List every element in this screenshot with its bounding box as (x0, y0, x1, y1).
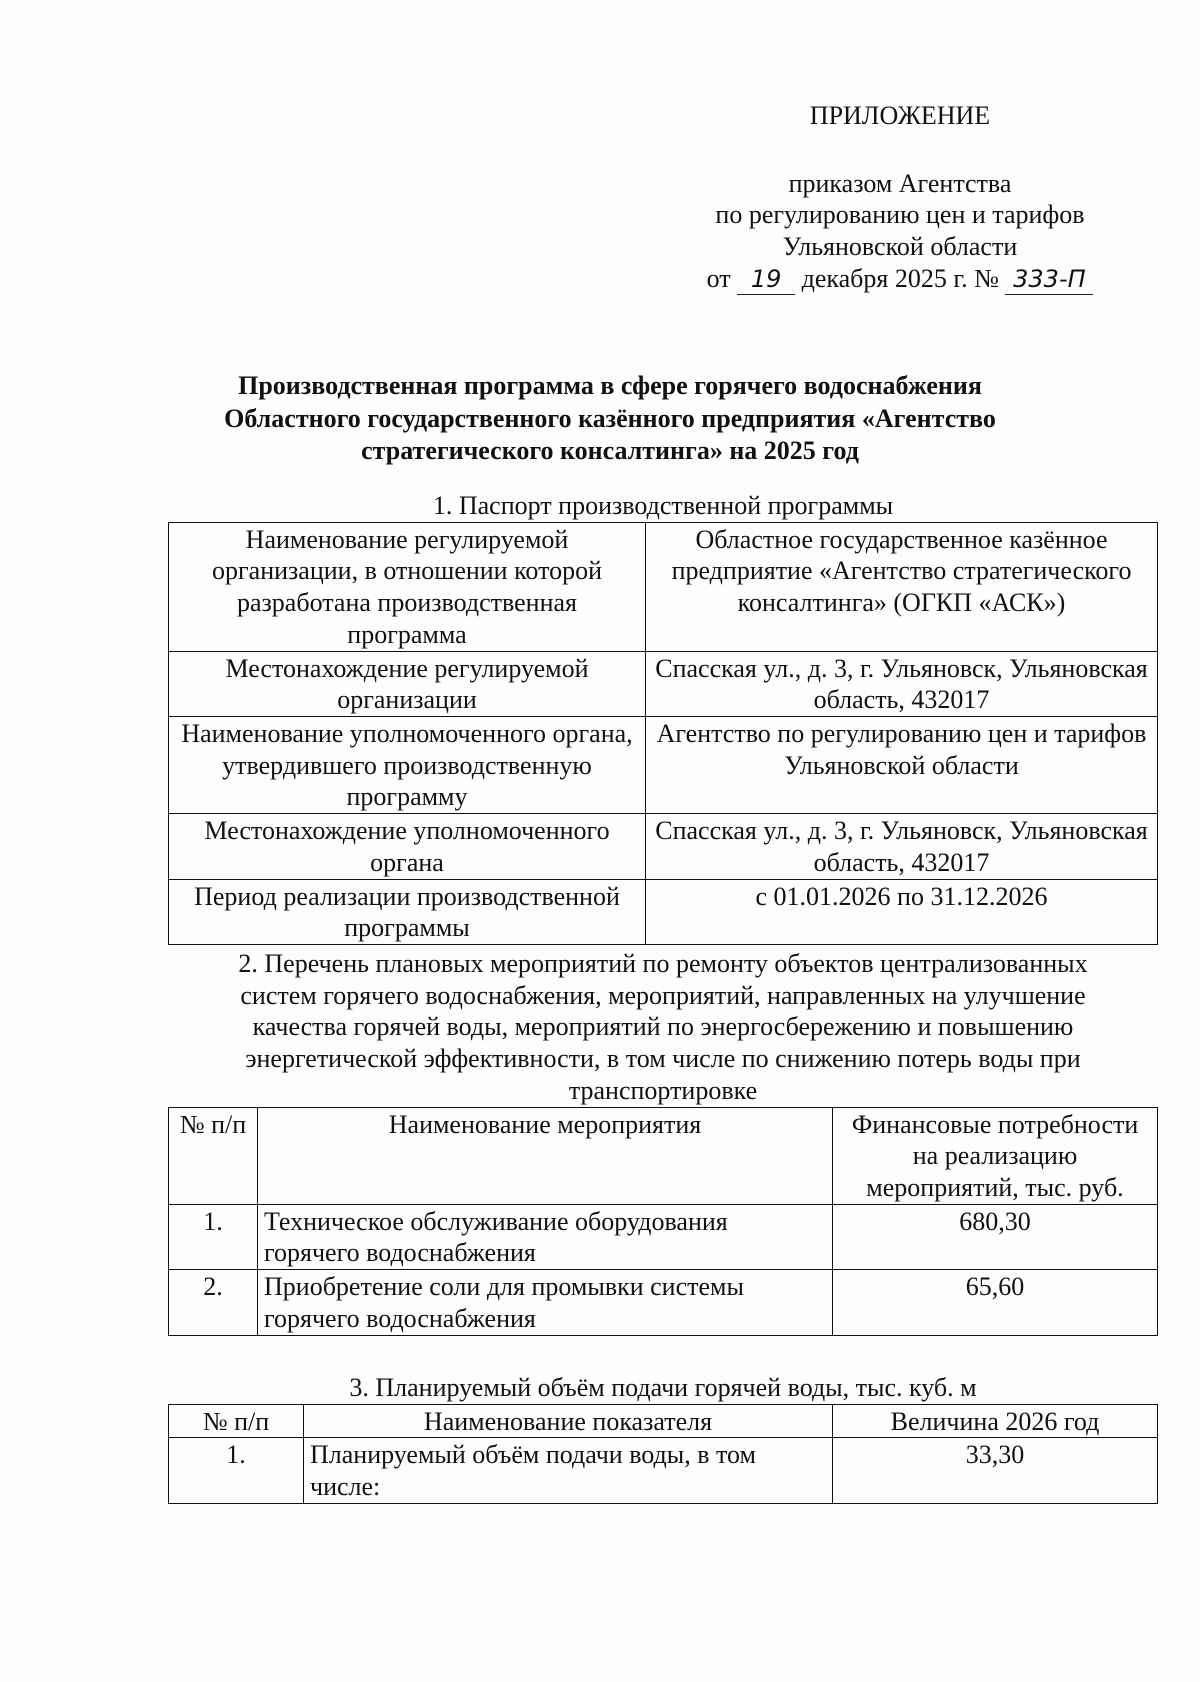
indicator-value: 33,30 (833, 1438, 1158, 1503)
order-issuer-line-3: Ульяновской области (782, 232, 1018, 262)
column-header-number: № п/п (169, 1404, 304, 1438)
table-row (169, 814, 1158, 879)
table-row (169, 651, 1158, 716)
section-1-title: 1. Паспорт производственной программы (432, 491, 894, 520)
column-header-indicator: Наименование показателя (304, 1404, 833, 1438)
activities-table (168, 1107, 1158, 1336)
section-activities (168, 948, 1158, 1336)
handwritten-order-number: 333-П (1005, 265, 1093, 295)
document-title-line: Производственная программа в сфере горячего водоснабжения (238, 371, 982, 400)
table-row (169, 1204, 1158, 1269)
table-row (169, 522, 1158, 651)
order-issuer-line-2: по регулированию цен и тарифов (715, 200, 1085, 230)
activity-name: Техническое обслуживание оборудования горячего водоснабжения (258, 1204, 833, 1269)
column-header-activity: Наименование мероприятия (258, 1107, 833, 1204)
row-number: 2. (169, 1270, 258, 1335)
indicator-name: Планируемый объём подачи воды, в том числе: (304, 1438, 833, 1503)
passport-value: Областное государственное казённое предприятие «Агентство стратегического консалтинга» (ОГКП «АСК») (646, 522, 1158, 651)
water-volume-table (168, 1404, 1158, 1504)
passport-key: Местонахождение уполномоченного органа (169, 814, 646, 879)
column-header-number: № п/п (169, 1107, 258, 1204)
section-3-title: 3. Планируемый объём подачи горячей воды, тыс. куб. м (349, 1373, 977, 1402)
passport-key: Наименование уполномоченного органа, утвердившего производственную программу (169, 717, 646, 814)
passport-key: Местонахождение регулируемой организации (169, 651, 646, 716)
table-header-row (169, 1107, 1158, 1204)
date-prefix: от (706, 263, 731, 293)
handwritten-date-day: 19 (737, 265, 795, 295)
section-passport (168, 490, 1158, 945)
section-water-volume (168, 1372, 1158, 1504)
passport-value: с 01.01.2026 по 31.12.2026 (646, 879, 1158, 944)
document-title-line: Областного государственного казённого предприятия «Агентство (224, 403, 996, 433)
date-rest: декабря 2025 г. № (801, 263, 999, 293)
passport-table (168, 522, 1158, 945)
appendix-title: ПРИЛОЖЕНИЕ (809, 101, 991, 130)
order-issuer-line-1: приказом Агентства (788, 168, 1012, 198)
table-row (169, 1438, 1158, 1503)
table-row (169, 1270, 1158, 1335)
passport-value: Спасская ул., д. 3, г. Ульяновск, Ульяновская область, 432017 (646, 814, 1158, 879)
passport-key: Период реализации производственной программы (169, 879, 646, 944)
financial-needs-value: 680,30 (833, 1204, 1158, 1269)
passport-value: Агентство по регулированию цен и тарифов Ульяновской области (646, 717, 1158, 814)
document-title (170, 370, 1050, 468)
column-header-financial-needs: Финансовые потребности на реализацию мероприятий, тыс. руб. (833, 1107, 1158, 1204)
table-header-row (169, 1404, 1158, 1438)
column-header-value: Величина 2026 год (833, 1404, 1158, 1438)
appendix-header (640, 100, 1160, 295)
order-date-line (640, 263, 1160, 295)
passport-key: Наименование регулируемой организации, в отношении которой разработана производственная программа (169, 522, 646, 651)
row-number: 1. (169, 1204, 258, 1269)
financial-needs-value: 65,60 (833, 1270, 1158, 1335)
table-row (169, 717, 1158, 814)
table-row (169, 879, 1158, 944)
section-2-title: 2. Перечень плановых мероприятий по ремонту объектов централизованных систем горячего водоснабжения, мероприятий, направленных на улучшение качества горячей воды, мероприятий по энергосбережению и повышению энергетической эффективности, в том числе по снижению потерь воды при транспортировке (238, 949, 1088, 1105)
row-number: 1. (169, 1438, 304, 1503)
passport-value: Спасская ул., д. 3, г. Ульяновск, Ульяновская область, 432017 (646, 651, 1158, 716)
activity-name: Приобретение соли для промывки системы горячего водоснабжения (258, 1270, 833, 1335)
document-title-line: стратегического консалтинга» на 2025 год (361, 436, 859, 465)
